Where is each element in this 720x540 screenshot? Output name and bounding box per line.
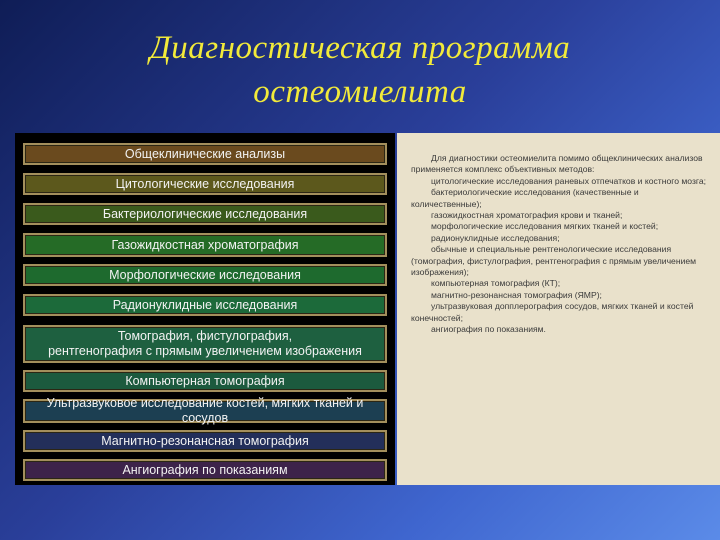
methods-list-panel	[15, 133, 395, 485]
description-paragraph: Для диагностики остеомиелита помимо общеклинических анализов применяется комплекс объективных методов:	[411, 153, 703, 175]
method-bar-tomography	[23, 325, 387, 363]
description-paragraph: компьютерная томография (КТ);	[431, 278, 561, 289]
description-panel	[397, 133, 720, 485]
method-label: Ангиография по показаниям	[122, 462, 288, 477]
method-label: Цитологические исследования	[115, 176, 295, 191]
method-bar-ultrasound	[23, 396, 387, 425]
description-paragraph: радионуклидные исследования;	[431, 232, 560, 243]
method-bar-mri	[23, 430, 387, 452]
description-paragraph: морфологические исследования мягких тканей и костей;	[431, 221, 659, 232]
method-label: Газожидкостная хроматография	[111, 237, 299, 252]
method-label-line2: рентгенография с прямым увеличением изображения	[48, 344, 362, 358]
method-bar-bacteriology	[23, 203, 387, 225]
description-paragraph: ультразвуковая допплерография сосудов, мягких тканей и костей конечностей;	[411, 301, 694, 323]
method-bar-chromatography	[23, 233, 387, 257]
slide-title-line2: остеомиелита	[253, 74, 467, 110]
description-paragraph: газожидкостная хроматография крови и тканей;	[431, 210, 623, 221]
description-text	[411, 153, 711, 336]
method-label: Томография, фистулография,	[117, 329, 293, 343]
description-paragraph: обычные и специальные рентгенологические исследования (томография, фистулография, рентгенография с прямым увеличением изображения);	[411, 244, 697, 278]
slide-title-line1: Диагностическая программа	[149, 30, 571, 66]
method-label: Радионуклидные исследования	[112, 297, 298, 312]
description-paragraph: цитологические исследования раневых отпечатков и костного мозга;	[431, 175, 707, 186]
description-paragraph: магнитно-резонансная томография (ЯМР);	[431, 289, 602, 300]
method-label: Магнитно-резонансная томография	[101, 433, 309, 448]
method-label: Бактериологические исследования	[102, 206, 308, 221]
method-label: Морфологические исследования	[109, 267, 301, 282]
slide-title	[0, 26, 720, 114]
method-bar-morphology	[23, 264, 387, 286]
method-label: Компьютерная томография	[125, 373, 285, 388]
method-bar-ct	[23, 370, 387, 392]
description-paragraph: бактериологические исследования (качественные и количественные);	[411, 187, 639, 209]
method-bar-radionuclide	[23, 294, 387, 316]
method-bar-angiography	[23, 459, 387, 481]
method-bar-general-analyses	[23, 143, 387, 165]
method-label: Ультразвуковое исследование костей, мягких тканей и сосудов	[46, 396, 364, 425]
description-paragraph: ангиография по показаниям.	[431, 324, 546, 335]
method-bar-cytology	[23, 173, 387, 195]
method-label: Общеклинические анализы	[124, 146, 286, 161]
